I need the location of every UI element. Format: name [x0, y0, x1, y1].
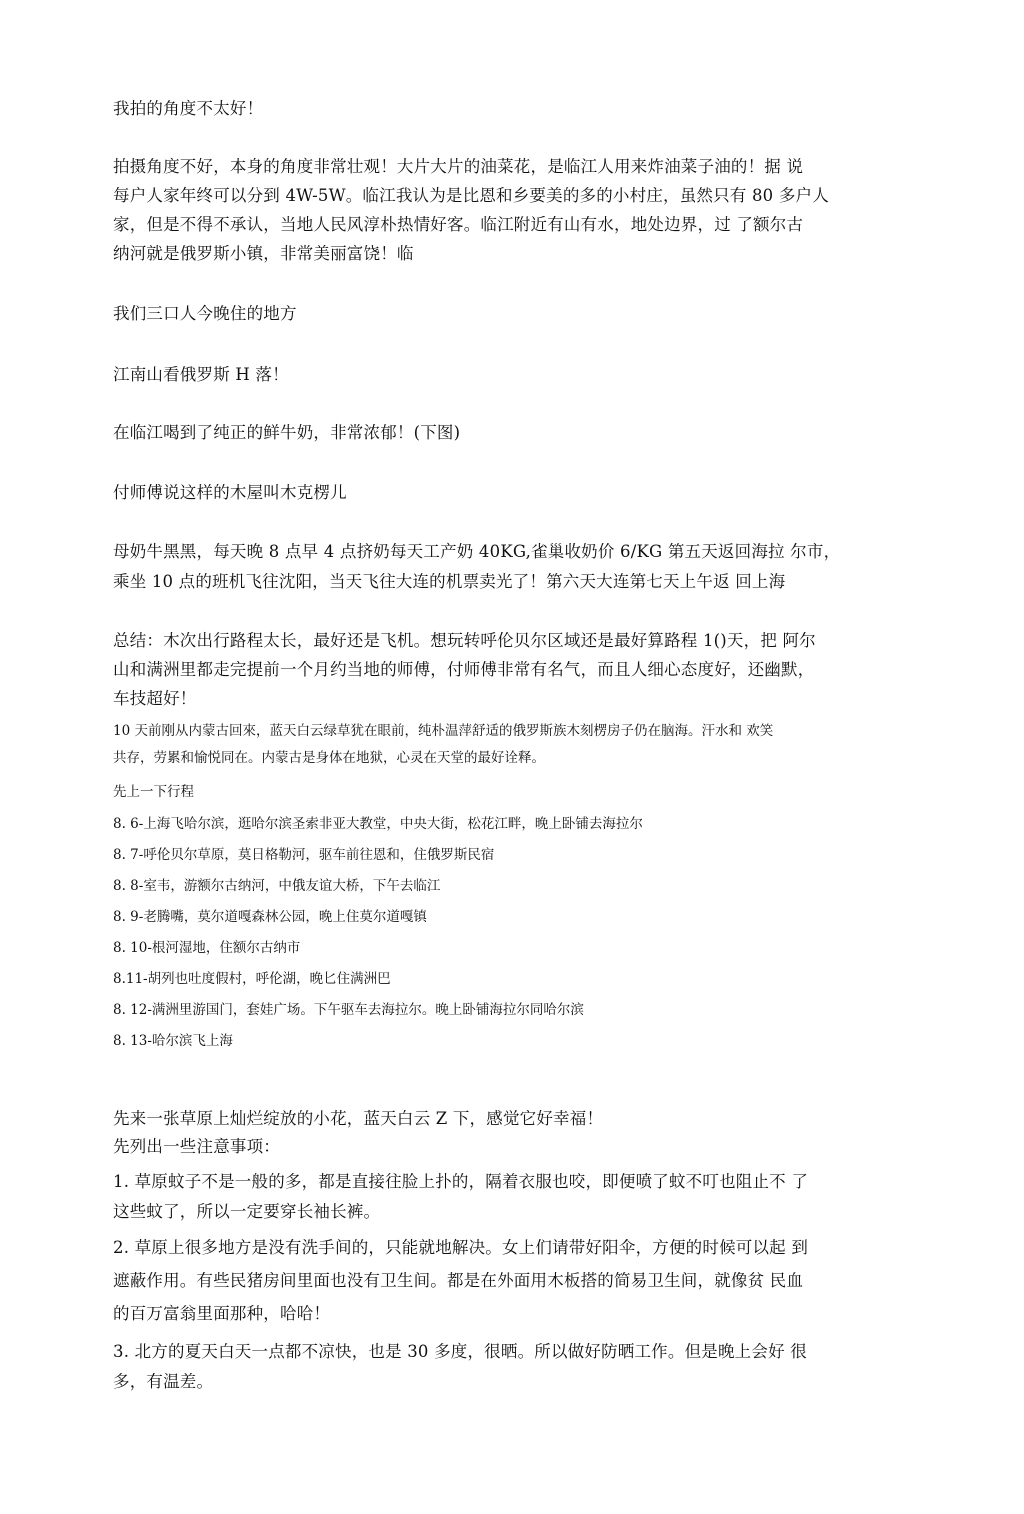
text-line: 江南山看俄罗斯 H 落！: [113, 365, 289, 384]
text-line: 我们三口人今晚住的地方: [113, 304, 297, 323]
paragraph-note-summer-heat: [113, 1337, 807, 1397]
paragraph-intro: [113, 718, 773, 772]
list-item: 8. 10-根河湿地，住额尔古纳市: [113, 940, 301, 956]
paragraph-note-mosquitoes: [113, 1167, 808, 1227]
text-line: 先列出一些注意事项：: [113, 1137, 280, 1156]
paragraph-lodging: [113, 302, 297, 326]
list-item: 8. 8-室韦，游额尔古纳河，中俄友谊大桥，下午去临江: [113, 878, 441, 894]
list-item: 8. 6-上海飞哈尔滨，逛哈尔滨圣索非亚大教堂，中央大街，松花江畔，晚上卧铺去海拉尔: [113, 816, 643, 832]
paragraph-itinerary-heading: [113, 779, 194, 805]
text-line: 10 天前刚从内蒙古回來，蓝天白云绿草犹在眼前，纯朴温萍舒适的俄罗斯族木刻楞房子仍在脑海。汗水和 欢笑: [113, 723, 774, 739]
text-line: 先上一下行程: [113, 784, 194, 800]
paragraph-dairy-and-return: [113, 537, 840, 597]
paragraph-shooting-angle: [113, 97, 263, 121]
text-line: 母奶牛黑黑，每天晚 8 点早 4 点挤奶每天工产奶 40KG,雀巢收奶价 6/KG 第五天返回海拉 尔市，: [113, 542, 841, 561]
text-line: 在临江喝到了纯正的鲜牛奶，非常浓郁！(下图): [113, 423, 461, 442]
list-item: 8. 12-满洲里游国门，套娃广场。下午驱车去海拉尔。晚上卧铺海拉尔同哈尔滨: [113, 1002, 584, 1018]
paragraph-fresh-milk: [113, 421, 460, 445]
paragraph-log-cabin: [113, 481, 347, 505]
text-line: 总结：木次出行路程太长，最好还是飞机。想玩转呼伦贝尔区域还是最好算路程 1()天，把 阿尔: [113, 631, 816, 650]
text-line: 拍摄角度不好，本身的角度非常壮观！大片大片的油菜花，是临江人用来炸油菜子油的！据 说: [113, 157, 804, 176]
text-line: 我拍的角度不太好！: [113, 99, 264, 118]
list-item: 8.11-胡列也吐度假村，呼伦湖，晚匕住满洲巴: [113, 971, 391, 987]
text-line: 山和满洲里都走完提前一个月约当地的师傅，付师傅非常有名气，而且人细心态度好，还幽默，: [113, 660, 815, 679]
paragraph-summary: [113, 626, 816, 713]
paragraph-flowers-and-notes: [113, 1105, 603, 1161]
text-line: 共存，劳累和愉悦同在。内蒙古是身体在地狱，心灵在天堂的最好诠释。: [113, 750, 545, 766]
text-line: 乘坐 10 点的班机飞往沈阳，当天飞往大连的机票卖光了！第六天大连第七天上午返 回上海: [113, 572, 786, 591]
text-line: 2. 草原上很多地方是没有洗手间的，只能就地解决。女上们请带好阳伞，方便的时候可以起 到: [113, 1238, 809, 1257]
text-line: 先来一张草原上灿烂绽放的小花，蓝天白云 Z 下，感觉它好幸福！: [113, 1109, 604, 1128]
text-line: 3. 北方的夏天白天一点都不凉快，也是 30 多度，很晒。所以做好防晒工作。但是晚上会好 很: [113, 1342, 807, 1361]
text-line: 每户人家年终可以分到 4W-5W。临江我认为是比恩和乡要美的多的小村庄，虽然只有 80 多户人: [113, 186, 829, 205]
text-line: 这些蚊了，所以一定要穿长袖长裤。: [113, 1202, 381, 1221]
list-item: 8. 9-老腾嘴，莫尔道嘎森林公园，晚上住莫尔道嘎镇: [113, 909, 427, 925]
paragraph-canola-flowers: [113, 152, 829, 268]
list-item: 8. 13-哈尔滨飞上海: [113, 1033, 233, 1049]
itinerary-list: [113, 809, 643, 1057]
text-line: 付师傅说这样的木屋叫木克楞儿: [113, 483, 347, 502]
text-line: 多，有温差。: [113, 1372, 214, 1391]
text-line: 遮蔽作用。有些民猪房间里面也没有卫生间。都是在外面用木板搭的简易卫生间，就像贫 民血: [113, 1271, 804, 1290]
text-line: 车技超好！: [113, 689, 197, 708]
paragraph-russian-view: [113, 363, 289, 387]
text-line: 纳河就是俄罗斯小镇，非常美丽富饶！临: [113, 244, 414, 263]
list-item: 8. 7-呼伦贝尔草原，莫日格勒河，驱车前往恩和，住俄罗斯民宿: [113, 847, 495, 863]
paragraph-note-restrooms: [113, 1231, 808, 1330]
text-line: 1. 草原蚊子不是一般的多，都是直接往脸上扑的，隔着衣服也咬，即便喷了蚊不叮也阻止不 了: [113, 1172, 809, 1191]
text-line: 的百万富翁里面那种，哈哈！: [113, 1304, 331, 1323]
text-line: 家，但是不得不承认，当地人民风淳朴热情好客。临江附近有山有水，地处边界，过 了额尔古: [113, 215, 804, 234]
